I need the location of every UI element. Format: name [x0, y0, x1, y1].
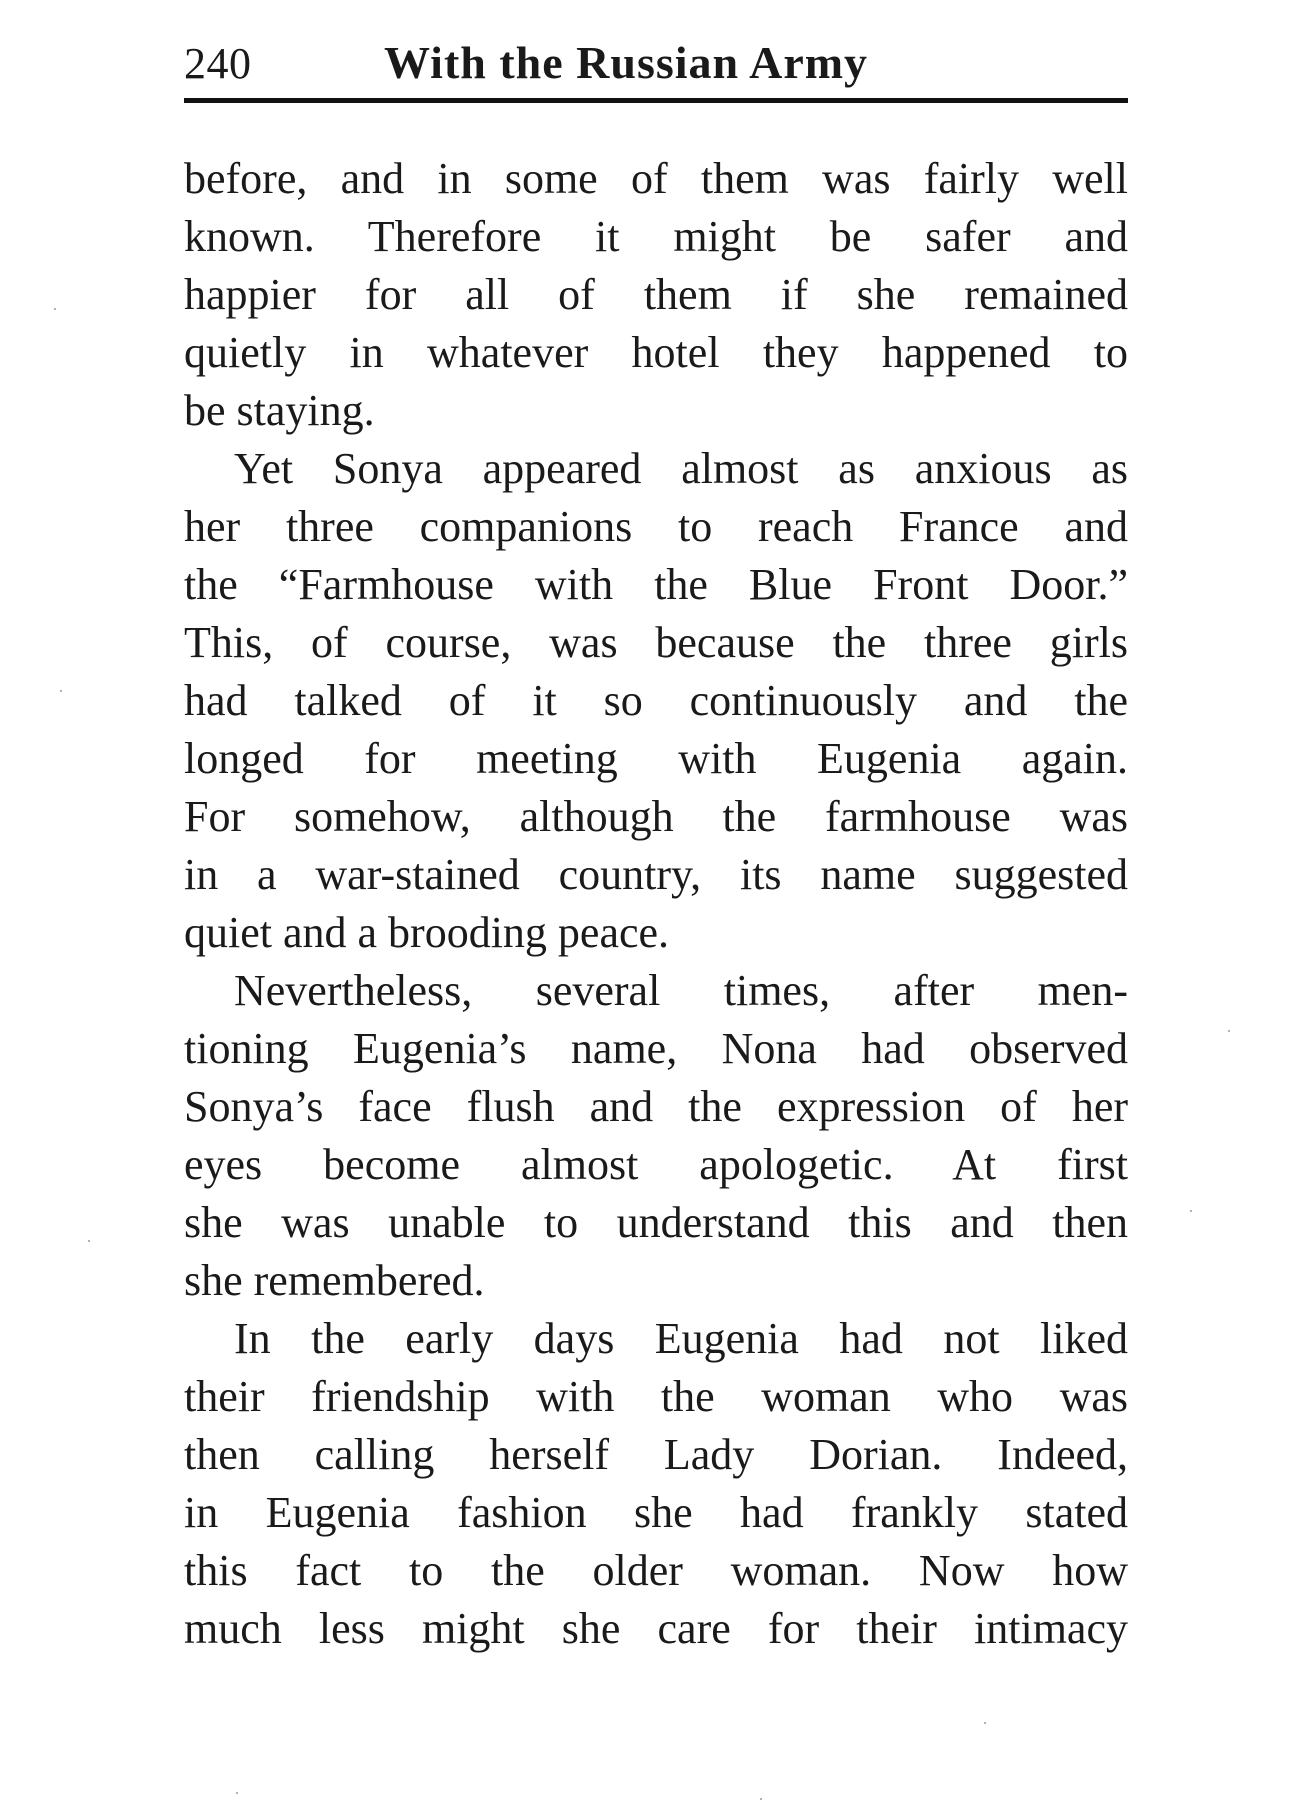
text-line: longed for meeting with Eugenia again. [184, 734, 1128, 783]
text-line: Yet Sonya appeared almost as anxious as [234, 444, 1128, 493]
text-line: her three companions to reach France and [184, 502, 1128, 551]
text-line: happier for all of them if she remained [184, 270, 1128, 319]
page-number: 240 [184, 39, 252, 88]
scan-speck [60, 690, 62, 692]
text-line: eyes become almost apologetic. At first [184, 1140, 1128, 1189]
scan-speck [88, 1240, 90, 1242]
text-line: this fact to the older woman. Now how [184, 1546, 1128, 1595]
text-line: In the early days Eugenia had not liked [234, 1314, 1128, 1363]
running-title: With the Russian Army [384, 37, 869, 88]
text-line: This, of course, was because the three girls [184, 618, 1128, 667]
text-line: their friendship with the woman who was [184, 1372, 1128, 1421]
header-rule [184, 98, 1128, 103]
text-line: Sonya’s face flush and the expression of her [184, 1082, 1128, 1131]
text-line: she was unable to understand this and then [184, 1198, 1128, 1247]
scan-speck [236, 1792, 238, 1794]
running-head [184, 28, 1130, 92]
text-line: had talked of it so continuously and the [184, 676, 1128, 725]
body-text [184, 150, 1128, 1658]
scan-speck [54, 308, 56, 310]
text-line: be staying. [184, 386, 375, 435]
text-line: in a war-stained country, its name suggested [184, 850, 1128, 899]
text-line: before, and in some of them was fairly well [184, 154, 1128, 203]
scan-speck [1190, 1210, 1192, 1212]
scan-speck [984, 1722, 986, 1724]
text-line: Nevertheless, several times, after men- [234, 966, 1128, 1015]
text-line: known. Therefore it might be safer and [184, 212, 1128, 261]
text-line: tioning Eugenia’s name, Nona had observed [184, 1024, 1128, 1073]
text-line: in Eugenia fashion she had frankly stated [184, 1488, 1128, 1537]
text-line: the “Farmhouse with the Blue Front Door.” [184, 560, 1128, 609]
text-line: much less might she care for their intimacy [184, 1604, 1128, 1653]
scan-speck [760, 1798, 762, 1800]
text-line: she remembered. [184, 1256, 485, 1305]
text-line: quietly in whatever hotel they happened to [184, 328, 1128, 377]
text-line: For somehow, although the farmhouse was [184, 792, 1128, 841]
text-line: then calling herself Lady Dorian. Indeed, [184, 1430, 1128, 1479]
text-line: quiet and a brooding peace. [184, 908, 670, 957]
scan-speck [1228, 1030, 1230, 1032]
